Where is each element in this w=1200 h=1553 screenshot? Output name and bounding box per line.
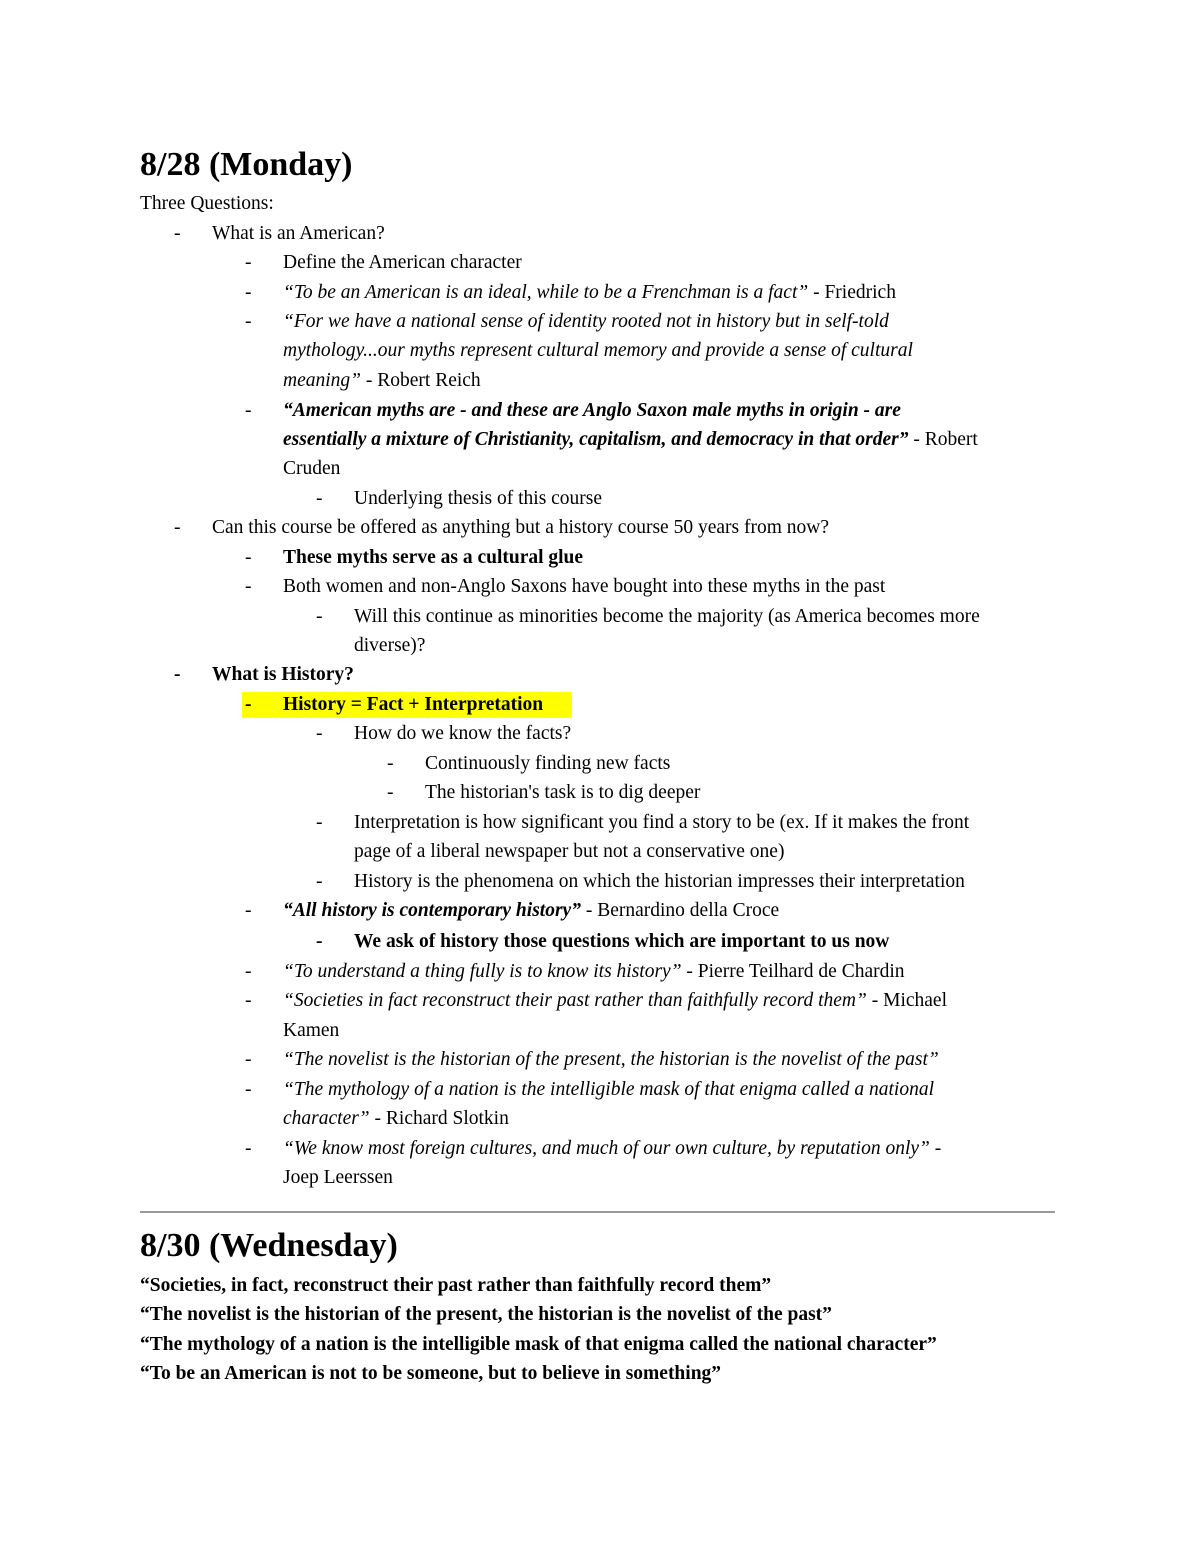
quote-chardin <box>283 959 905 985</box>
define-character: Define the American character <box>283 252 522 273</box>
quote-reich-line3 <box>283 368 481 394</box>
bullet-dash: - <box>245 400 252 421</box>
quote-attribution: - <box>929 1138 942 1159</box>
quote-cruden-line2 <box>283 427 978 453</box>
quote-attribution: - Robert <box>908 429 978 450</box>
quote-attribution: - Bernardino della Croce <box>580 900 780 921</box>
quote-attribution: - Michael <box>866 990 947 1011</box>
bullet-dash: - <box>174 664 181 685</box>
bullet-dash: - <box>245 900 252 921</box>
bullet-dash: - <box>387 782 394 803</box>
heading-wednesday: 8/30 (Wednesday) <box>140 1227 398 1264</box>
bullet-dash: - <box>245 1049 252 1070</box>
interpretation-line2: page of a liberal newspaper but not a conservative one) <box>354 841 785 862</box>
quote-kamen-line2: Kamen <box>283 1020 340 1041</box>
interpretation-line1: Interpretation is how significant you find a story to be (ex. If it makes the front <box>354 812 970 833</box>
quote-text: “Societies in fact reconstruct their past rather than faithfully record them” <box>283 990 867 1011</box>
bullet-dash: - <box>245 547 252 568</box>
bullet-dash: - <box>316 723 323 744</box>
quote-cruden-line1: “American myths are - and these are Anglo Saxon male myths in origin - are <box>283 400 901 421</box>
wednesday-quote: “The novelist is the historian of the present, the historian is the novelist of the past” <box>140 1304 832 1325</box>
quote-reich-line1: “For we have a national sense of identity rooted not in history but in self-told <box>283 311 889 332</box>
quote-attribution: - Richard Slotkin <box>369 1108 509 1129</box>
quote-friedrich <box>283 280 896 306</box>
quote-text: character” <box>283 1108 370 1129</box>
continue-line1: Will this continue as minorities become the majority (as America becomes more <box>354 606 980 627</box>
quote-text: “To understand a thing fully is to know its history” <box>283 961 682 982</box>
bullet-dash: - <box>245 1138 252 1159</box>
bullet-dash: - <box>245 1079 252 1100</box>
quote-attribution: - Pierre Teilhard de Chardin <box>681 961 905 982</box>
bullet-dash: - <box>245 282 252 303</box>
section-divider <box>140 1211 1055 1213</box>
bullet-dash: - <box>245 694 252 715</box>
quote-text: “All history is contemporary history” <box>283 900 581 921</box>
course-thesis: Underlying thesis of this course <box>354 488 603 509</box>
quote-kamen-line1 <box>283 988 947 1014</box>
bullet-dash: - <box>387 753 394 774</box>
intro-text: Three Questions: <box>140 193 274 214</box>
quote-leerssen-line1 <box>283 1136 941 1162</box>
bullet-dash: - <box>174 517 181 538</box>
wednesday-quote: “The mythology of a nation is the intelligible mask of that enigma called the national character” <box>140 1334 937 1355</box>
question-history: What is History? <box>212 664 354 685</box>
quote-leerssen-line2: Joep Leerssen <box>283 1167 393 1188</box>
bought-into-myths: Both women and non-Anglo Saxons have bought into these myths in the past <box>283 576 886 597</box>
bullet-dash: - <box>316 812 323 833</box>
quote-attribution: - Friedrich <box>808 282 896 303</box>
history-equation: History = Fact + Interpretation <box>283 694 544 715</box>
quote-text: “To be an American is an ideal, while to be a Frenchman is a fact” <box>283 282 809 303</box>
bullet-dash: - <box>316 871 323 892</box>
bullet-dash: - <box>245 576 252 597</box>
continue-line2: diverse)? <box>354 635 426 656</box>
quote-croce <box>283 898 779 924</box>
quote-attribution: - Robert Reich <box>361 370 481 391</box>
quote-cruden-line3: Cruden <box>283 458 341 479</box>
bullet-dash: - <box>245 961 252 982</box>
quote-novelist: “The novelist is the historian of the present, the historian is the novelist of the past” <box>283 1049 939 1070</box>
bullet-dash: - <box>245 311 252 332</box>
quote-reich-line2: mythology...our myths represent cultural memory and provide a sense of cultural <box>283 340 913 361</box>
question-american: What is an American? <box>212 223 385 244</box>
bullet-dash: - <box>245 990 252 1011</box>
wednesday-quote: “Societies, in fact, reconstruct their past rather than faithfully record them” <box>140 1275 772 1296</box>
bullet-dash: - <box>316 488 323 509</box>
quote-slotkin-line2 <box>283 1106 509 1132</box>
finding-facts: Continuously finding new facts <box>425 753 671 774</box>
bullet-dash: - <box>316 606 323 627</box>
ask-of-history: We ask of history those questions which are important to us now <box>354 931 890 952</box>
bullet-dash: - <box>245 252 252 273</box>
quote-text: essentially a mixture of Christianity, capitalism, and democracy in that order” <box>283 429 909 450</box>
cultural-glue: These myths serve as a cultural glue <box>283 547 584 568</box>
heading-monday: 8/28 (Monday) <box>140 146 353 183</box>
quote-text: meaning” <box>283 370 361 391</box>
wednesday-quote: “To be an American is not to be someone, but to believe in something” <box>140 1363 722 1384</box>
know-facts: How do we know the facts? <box>354 723 572 744</box>
quote-text: “We know most foreign cultures, and much of our own culture, by reputation only” <box>283 1138 930 1159</box>
bullet-dash: - <box>174 223 181 244</box>
question-course: Can this course be offered as anything but a history course 50 years from now? <box>212 517 829 538</box>
quote-slotkin-line1: “The mythology of a nation is the intelligible mask of that enigma called a national <box>283 1079 935 1100</box>
bullet-dash: - <box>316 931 323 952</box>
history-phenomena: History is the phenomena on which the historian impresses their interpretation <box>354 871 965 892</box>
historian-task: The historian's task is to dig deeper <box>425 782 701 803</box>
